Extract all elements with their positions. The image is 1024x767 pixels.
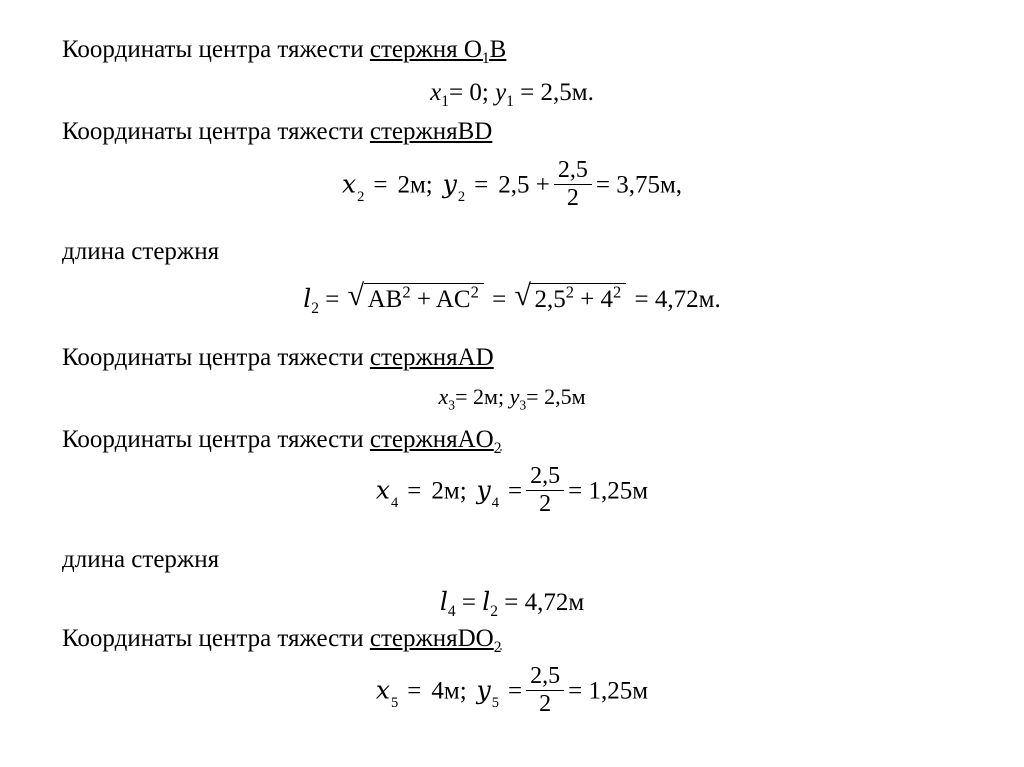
sqrt-ab2-ac2: √ $AB^2 + AC^2$ — [348, 283, 484, 314]
text-line-rod-length-1: длина стержня — [62, 238, 220, 265]
sqrt-icon-2: √ — [514, 279, 531, 312]
sqrt-25-4: √ $2,5^2 + 4^2$ — [514, 283, 626, 314]
formula-l2: $l_2$ = √ $AB^2 + AC^2$ = √ $2,5^2 + 4^2 = 4,72м$. — [303, 279, 721, 317]
formula-l4: $l_4 = l_2 = 4,72м$ — [439, 587, 585, 620]
rod-label-bd: стержняBD — [369, 118, 493, 145]
fraction-2-5-over-2: $\frac{2,5}{2}$ — [554, 158, 592, 211]
text-line-coords-do2 — [62, 625, 502, 656]
coords-prefix-2: Координаты центра тяжести — [62, 118, 370, 145]
text-line-coords-ao2 — [62, 426, 502, 457]
formula-x2-y2: $x_2 = 2м$; $y_2 = 2,5$ + $\frac{2,5}{2}$ = 3,75м, — [341, 157, 683, 211]
fraction-2-5-over-2-b: $\frac{2,5}{2}$ — [526, 464, 564, 517]
text-line-coords-bd — [62, 118, 492, 146]
text-line-rod-length-2: длина стержня — [62, 546, 220, 573]
sqrt-icon: √ — [347, 279, 365, 312]
coords-prefix-1: Координаты центра тяжести — [62, 36, 370, 63]
formula-x3-y3: $x_3= 2м$; $y_3= 2,5м$ — [438, 384, 586, 413]
coords-prefix-5: Координаты центра тяжести — [62, 625, 370, 652]
fraction-2-5-over-2-c: $\frac{2,5}{2}$ — [526, 664, 564, 717]
text-line-coords-ad — [62, 344, 494, 372]
coords-prefix-3: Координаты центра тяжести — [62, 344, 370, 371]
rod-label-o1b: стержня $O_1В$ — [369, 36, 507, 67]
rod-label-ao2: стержняAO$_2$ — [369, 426, 502, 457]
text-line-coords-o1b — [62, 36, 507, 67]
rod-label-do2: стержняDO$_2$ — [369, 625, 502, 656]
rod-label-ad: стержняAD — [369, 344, 494, 371]
formula-x5-y5: $x_5 = 4м$; $y_5$ = $\frac{2,5}{2}$ = 1,25м — [375, 663, 649, 717]
coords-prefix-4: Координаты центра тяжести — [62, 426, 370, 453]
formula-x4-y4: $x_4 = 2м$; $y_4$ = $\frac{2,5}{2}$ = 1,25м — [375, 463, 649, 517]
formula-x1-y1: $x_1= 0$; $y_1 = 2,5м$. — [430, 79, 594, 110]
